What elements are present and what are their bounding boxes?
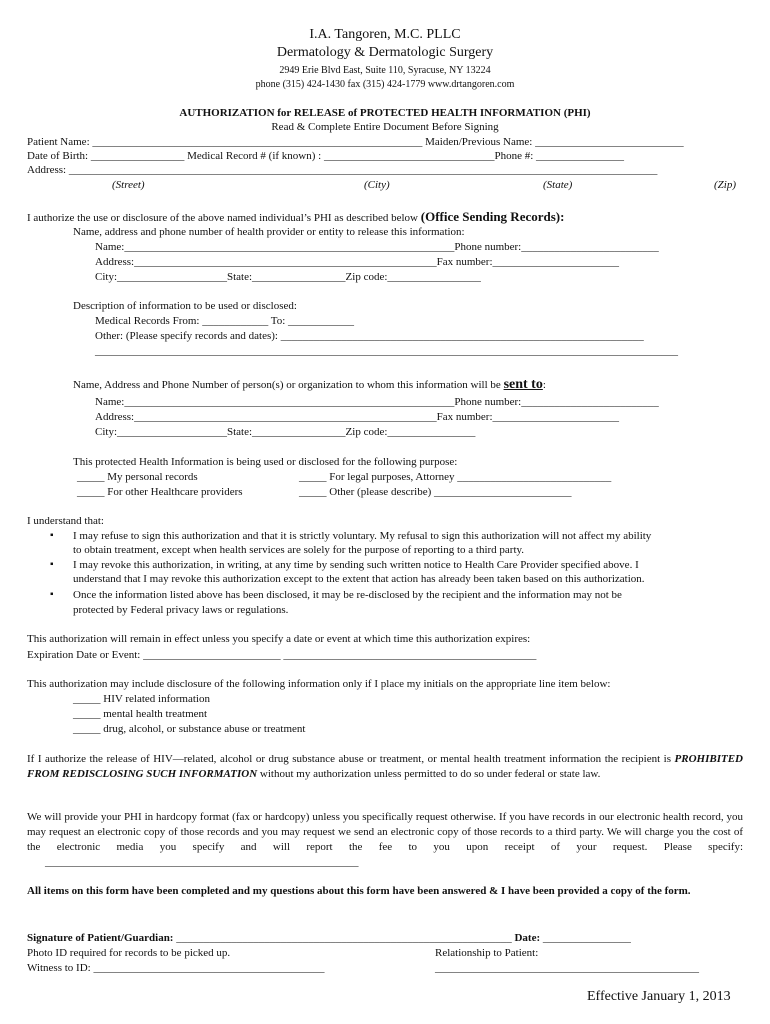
attestation: All items on this form have been completed and my questions about this form have been answered & I have been provided a copy of the form. xyxy=(27,885,691,897)
state-label: (State) xyxy=(543,179,573,191)
zip-label: (Zip) xyxy=(714,179,736,191)
other-records-blank[interactable]: __________________________________________________________________________________________________________ xyxy=(95,345,678,357)
disclosure-substance[interactable]: _____ drug, alcohol, or substance abuse or treatment xyxy=(73,723,306,735)
hardcopy-text: We will provide your PHI in hardcopy format (fax or hardcopy) unless you specifically request otherwise. If you have records in our electronic health record, you may request an electronic copy of those records and you may request we send an electronic copy of those records to a third party. We will charge you the cost of the electronic media you specify and will report the fee to you upon receipt of your request. Please specify: xyxy=(27,811,743,853)
understand-item-2b: understand that I may revoke this authorization except to the extent that action has already been taken based on this authorization. xyxy=(73,573,645,585)
dob-field[interactable]: Date of Birth: _________________ Medical Record # (if known) : _______________________________Phone #: ________________ xyxy=(27,150,625,162)
hardcopy-specify-field[interactable]: _________________________________________________________ xyxy=(45,856,359,868)
purpose-heading: This protected Health Information is being used or disclosed for the following purpose: xyxy=(73,456,458,468)
hardcopy-paragraph xyxy=(27,810,743,870)
form-subtitle: Read & Complete Entire Document Before Signing xyxy=(271,121,499,133)
bullet-icon: ▪ xyxy=(50,589,54,600)
redisclosure-notice xyxy=(27,752,743,782)
sender-address-field[interactable]: Address:_______________________________________________________Fax number:_______________________ xyxy=(95,256,620,268)
understand-heading: I understand that: xyxy=(27,515,104,527)
recipient-intro xyxy=(73,378,546,392)
purpose-personal[interactable]: _____ My personal records xyxy=(77,471,198,483)
patient-name-field[interactable]: Patient Name: ____________________________________________________________ Maiden/Previous Name: ___________________________ xyxy=(27,136,684,148)
photo-id-note: Photo ID required for records to be picked up. xyxy=(27,947,231,959)
bullet-icon: ▪ xyxy=(50,530,54,541)
disclosure-mental-health[interactable]: _____ mental health treatment xyxy=(73,708,208,720)
recipient-city-field[interactable]: City:____________________State:_________________Zip code:________________ xyxy=(95,426,476,438)
recipient-address-field[interactable]: Address:_______________________________________________________Fax number:_______________________ xyxy=(95,411,620,423)
other-records-field[interactable]: Other: (Please specify records and dates): __________________________________________________________________ xyxy=(95,330,644,342)
signature-row xyxy=(27,931,631,945)
understand-item-3a: Once the information listed above has been disclosed, it may be re-disclosed by the recipient and the information may not be xyxy=(73,589,622,601)
description-heading: Description of information to be used or disclosed: xyxy=(73,300,297,312)
understand-item-1b: to obtain treatment, except when health services are solely for the purpose of reporting to a third party. xyxy=(73,544,525,556)
sender-intro-bold: (Office Sending Records): xyxy=(420,209,565,224)
practice-address: 2949 Erie Blvd East, Suite 110, Syracuse, NY 13224 xyxy=(279,65,491,76)
signature-field[interactable]: _____________________________________________________________ xyxy=(176,932,512,944)
understand-item-2a: I may revoke this authorization, in writing, at any time by sending such written notice to Health Care Provider specified above. I xyxy=(73,559,639,571)
sender-intro-text: I authorize the use or disclosure of the above named individual’s PHI as described below xyxy=(27,212,418,224)
address-field[interactable]: Address: ___________________________________________________________________________________________________________ xyxy=(27,164,658,176)
signature-label: Signature of Patient/Guardian: xyxy=(27,932,174,944)
practice-contact: phone (315) 424-1430 fax (315) 424-1779 www.drtangoren.com xyxy=(255,79,515,90)
understand-item-1a: I may refuse to sign this authorization and that it is strictly voluntary. My refusal to sign this authorization will not affect my ability xyxy=(73,530,652,542)
understand-item-3b: protected by Federal privacy laws or regulations. xyxy=(73,604,289,616)
sender-intro xyxy=(27,210,564,225)
sender-name-field[interactable]: Name:____________________________________________________________Phone number:_________________________ xyxy=(95,241,659,253)
street-label: (Street) xyxy=(112,179,145,191)
effective-date: Effective January 1, 2013 xyxy=(587,989,731,1004)
purpose-healthcare[interactable]: _____ For other Healthcare providers xyxy=(77,486,243,498)
purpose-other[interactable]: _____ Other (please describe) _________________________ xyxy=(299,486,572,498)
practice-name: I.A. Tangoren, M.C. PLLC xyxy=(309,27,461,42)
sender-city-field[interactable]: City:____________________State:_________________Zip code:_________________ xyxy=(95,271,481,283)
notice-post: without my authorization unless permitted to do so under federal or state law. xyxy=(259,768,601,780)
bullet-icon: ▪ xyxy=(50,559,54,570)
notice-pre: If I authorize the release of HIV—related, alcohol or drug substance abuse or treatment, or mental health treatment information the recipient is xyxy=(27,753,672,765)
practice-specialty: Dermatology & Dermatologic Surgery xyxy=(276,45,494,60)
expiration-text: This authorization will remain in effect unless you specify a date or event at which time this authorization expires: xyxy=(27,633,531,645)
witness-field[interactable]: Witness to ID: __________________________________________ xyxy=(27,962,325,974)
expiration-field[interactable]: Expiration Date or Event: _________________________ ______________________________________________ xyxy=(27,649,537,661)
disclosure-hiv[interactable]: _____ HIV related information xyxy=(73,693,210,705)
sender-subheading: Name, address and phone number of health provider or entity to release this information: xyxy=(73,226,465,238)
disclosure-text: This authorization may include disclosure of the following information only if I place my initials on the appropriate line item below: xyxy=(27,678,611,690)
form-title: AUTHORIZATION for RELEASE of PROTECTED HEALTH INFORMATION (PHI) xyxy=(179,107,591,119)
date-label: Date: xyxy=(514,932,541,944)
records-from-field[interactable]: Medical Records From: ____________ To: ____________ xyxy=(95,315,355,327)
date-field[interactable]: ________________ xyxy=(542,932,631,944)
recipient-name-field[interactable]: Name:____________________________________________________________Phone number:_________________________ xyxy=(95,396,659,408)
notice-bold: PROHIBITED FROM REDISCLOSING SUCH INFORMATION xyxy=(27,753,744,780)
relationship-label: Relationship to Patient: xyxy=(435,947,539,959)
purpose-legal[interactable]: _____ For legal purposes, Attorney ____________________________ xyxy=(299,471,612,483)
sent-to-label: sent to xyxy=(503,377,543,392)
recipient-intro-end: : xyxy=(542,379,546,391)
recipient-intro-text: Name, Address and Phone Number of person(s) or organization to whom this information will be xyxy=(73,379,501,391)
city-label: (City) xyxy=(364,179,390,191)
relationship-field[interactable]: ________________________________________________ xyxy=(435,962,699,974)
